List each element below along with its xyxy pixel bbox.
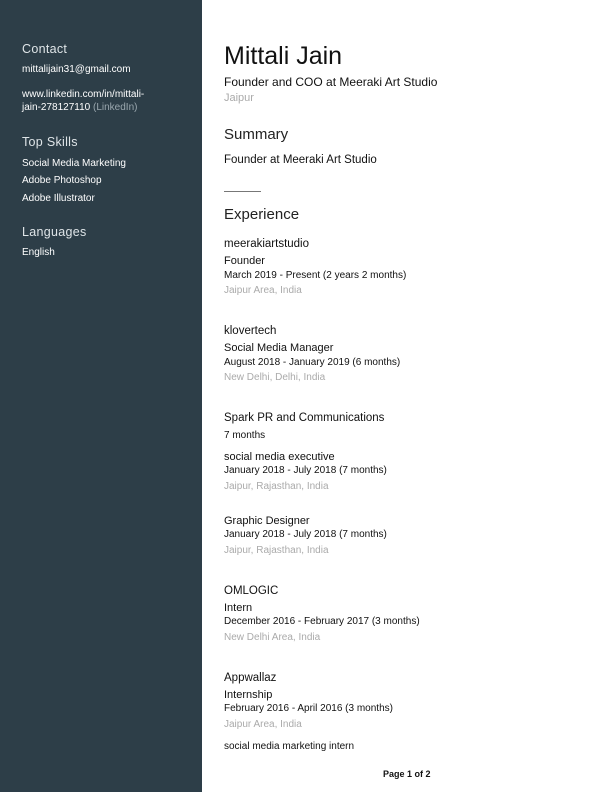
language-item: English — [22, 247, 55, 258]
job-dates: February 2016 - April 2016 (3 months) — [224, 703, 393, 714]
job-company: meerakiartstudio — [224, 238, 310, 250]
email-link[interactable]: mittalijain31@gmail.com — [22, 64, 131, 75]
job-title: Intern — [224, 602, 253, 614]
job-title: social media executive — [224, 451, 335, 463]
contact-heading: Contact — [22, 42, 68, 56]
sidebar — [0, 0, 202, 792]
profile-headline: Founder and COO at Meeraki Art Studio — [224, 75, 438, 89]
linkedin-url-tail[interactable]: jain-278127110 — [22, 102, 91, 113]
job-title: Founder — [224, 255, 265, 267]
job-company: OMLOGIC — [224, 585, 279, 597]
skills-heading: Top Skills — [22, 135, 78, 149]
job-title: Social Media Manager — [224, 342, 334, 354]
job-location: Jaipur, Rajasthan, India — [224, 481, 329, 492]
main-content — [202, 0, 612, 792]
job-dates: January 2018 - July 2018 (7 months) — [224, 465, 387, 476]
job-dates: January 2018 - July 2018 (7 months) — [224, 529, 387, 540]
job-location: New Delhi Area, India — [224, 632, 321, 643]
linkedin-label: (LinkedIn) — [93, 102, 138, 113]
section-divider — [224, 191, 261, 192]
languages-heading: Languages — [22, 225, 87, 239]
linkedin-link-line2[interactable] — [22, 101, 137, 114]
profile-name: Mittali Jain — [224, 42, 343, 70]
summary-heading: Summary — [224, 126, 289, 143]
job-title: Internship — [224, 689, 273, 701]
profile-location: Jaipur — [224, 92, 254, 104]
job-company: Appwallaz — [224, 672, 277, 684]
experience-heading: Experience — [224, 206, 300, 223]
job-location: Jaipur, Rajasthan, India — [224, 545, 329, 556]
skill-item: Adobe Illustrator — [22, 193, 95, 204]
job-company: klovertech — [224, 325, 277, 337]
job-dates: March 2019 - Present (2 years 2 months) — [224, 270, 407, 281]
job-location: Jaipur Area, India — [224, 285, 302, 296]
linkedin-link-line1[interactable]: www.linkedin.com/in/mittali- — [22, 89, 145, 100]
job-company: Spark PR and Communications — [224, 412, 385, 424]
job-title: Graphic Designer — [224, 515, 310, 527]
job-dates: August 2018 - January 2019 (6 months) — [224, 357, 401, 368]
job-description: social media marketing intern — [224, 741, 355, 752]
job-duration: 7 months — [224, 430, 266, 441]
skill-item: Social Media Marketing — [22, 158, 126, 169]
job-location: New Delhi, Delhi, India — [224, 372, 326, 383]
job-dates: December 2016 - February 2017 (3 months) — [224, 616, 420, 627]
job-location: Jaipur Area, India — [224, 719, 302, 730]
page-number: Page 1 of 2 — [383, 769, 431, 779]
summary-text: Founder at Meeraki Art Studio — [224, 154, 377, 166]
skill-item: Adobe Photoshop — [22, 175, 102, 186]
